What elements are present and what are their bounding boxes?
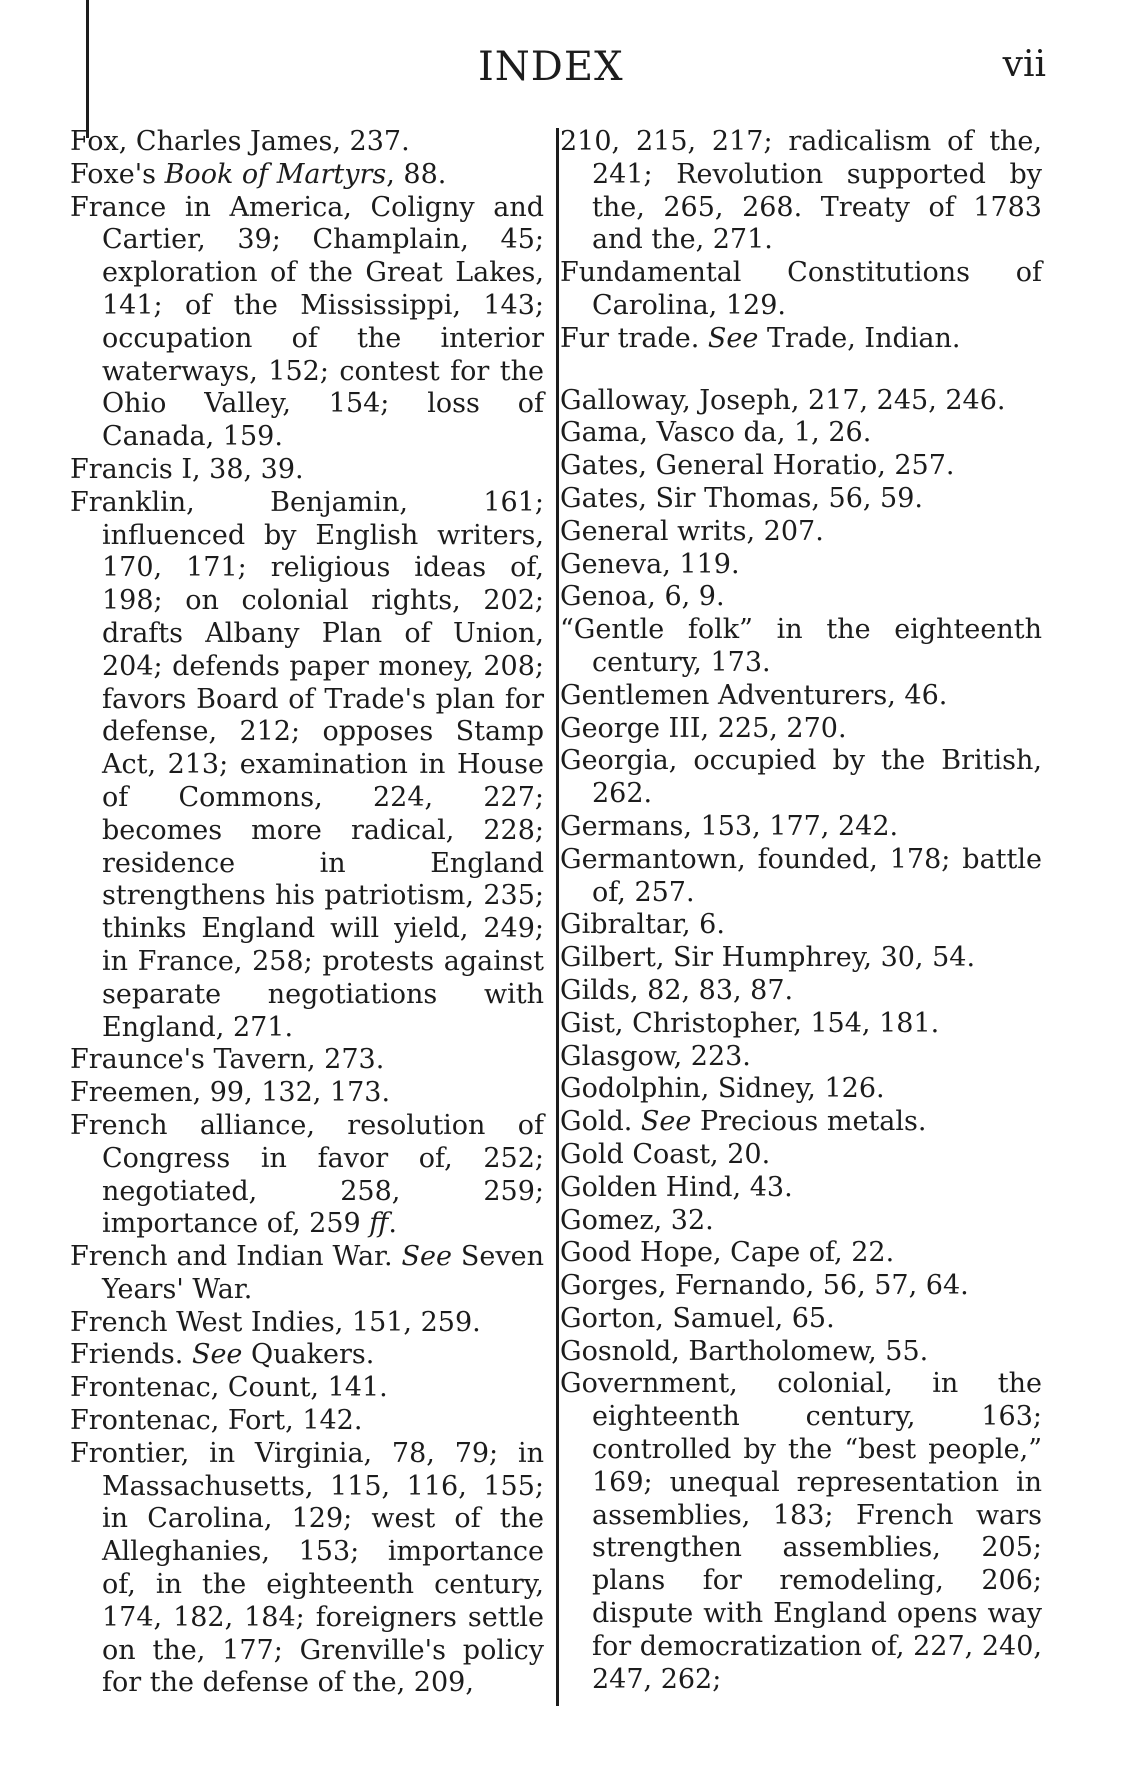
index-entry: Freemen, 99, 132, 173. bbox=[70, 1077, 391, 1109]
index-entry: Gilds, 82, 83, 87. bbox=[560, 974, 794, 1006]
entry-text: French and Indian War. bbox=[70, 1241, 402, 1273]
index-entry: General writs, 207. bbox=[560, 515, 824, 547]
index-entry: Frontier, in Virginia, 78, 79; in Massachusetts, 115, 116, 155; in Carolina, 129; west of the Alleghanies, 153; importance of, in the eighteenth century, 174, 182, 184; foreigners settle on the, 177; Grenville's policy for the defense of the, 209, bbox=[70, 1437, 544, 1699]
column-divider bbox=[556, 128, 559, 1706]
index-entry: Francis I, 38, 39. bbox=[70, 453, 304, 485]
index-entry: Germantown, founded, 178; battle of, 257. bbox=[560, 843, 1042, 908]
index-entry: Gorton, Samuel, 65. bbox=[560, 1302, 835, 1334]
letter-section-gap bbox=[560, 356, 1042, 385]
italic-text: ff bbox=[369, 1208, 389, 1240]
index-entry: Golden Hind, 43. bbox=[560, 1171, 793, 1203]
index-entry: “Gentle folk” in the eighteenth century, 173. bbox=[560, 614, 1042, 678]
entry-text: Friends. bbox=[70, 1339, 192, 1371]
index-entry: Glasgow, 223. bbox=[560, 1040, 751, 1072]
index-entry bbox=[70, 1241, 544, 1307]
index-entry: Gates, Sir Thomas, 56, 59. bbox=[560, 482, 923, 514]
italic-text: Book of Martyrs bbox=[164, 158, 387, 190]
index-entry: Gama, Vasco da, 1, 26. bbox=[560, 417, 872, 449]
italic-text: See bbox=[640, 1106, 692, 1138]
index-entry: Gosnold, Bartholomew, 55. bbox=[560, 1335, 929, 1367]
index-entry: Gold Coast, 20. bbox=[560, 1138, 771, 1170]
page-header bbox=[0, 44, 1128, 100]
entry-text: Foxe's bbox=[70, 158, 165, 190]
entry-text: , 88. bbox=[386, 158, 447, 190]
index-entry: Godolphin, Sidney, 126. bbox=[560, 1073, 885, 1105]
index-entry: Geneva, 119. bbox=[560, 548, 740, 580]
entry-text: French alliance, resolution of Congress in favor of, 252; negotiated, 258, 259; importance of, 259 bbox=[70, 1109, 544, 1240]
index-entry bbox=[560, 323, 1042, 356]
entry-text: Precious metals. bbox=[691, 1106, 927, 1138]
index-entry: Georgia, occupied by the British, 262. bbox=[560, 745, 1042, 810]
index-entry: Germans, 153, 177, 242. bbox=[560, 810, 899, 842]
entry-text: Quakers. bbox=[242, 1339, 375, 1371]
index-entry: Gilbert, Sir Humphrey, 30, 54. bbox=[560, 942, 976, 974]
page-number: vii bbox=[1002, 44, 1046, 85]
index-entry bbox=[70, 1339, 544, 1372]
index-entry: Gentlemen Adventurers, 46. bbox=[560, 679, 948, 711]
index-entry bbox=[560, 1106, 1042, 1139]
index-entry: Gorges, Fernando, 56, 57, 64. bbox=[560, 1270, 969, 1302]
index-entry: France in America, Coligny and Cartier, 39; Champlain, 45; exploration of the Great Lakes, 141; of the Mississippi, 143; occupation of the interior waterways, 152; contest for the Ohio Valley, 154; loss of Canada, 159. bbox=[70, 191, 544, 453]
index-entry: French West Indies, 151, 259. bbox=[70, 1306, 481, 1338]
italic-text: See bbox=[191, 1339, 243, 1371]
index-entry: Genoa, 6, 9. bbox=[560, 581, 725, 613]
index-column-right bbox=[560, 126, 1042, 1696]
index-entry bbox=[70, 159, 544, 192]
index-entry: Frontenac, Fort, 142. bbox=[70, 1405, 363, 1437]
page-title: INDEX bbox=[478, 44, 624, 90]
entry-text: Fur trade. bbox=[560, 322, 708, 354]
entry-text: . bbox=[388, 1208, 398, 1240]
index-entry: 210, 215, 217; radicalism of the, 241; Revolution supported by the, 265, 268. Treaty of 1783 and the, 271. bbox=[560, 126, 1042, 256]
entry-text: Gold. bbox=[560, 1106, 641, 1138]
italic-text: See bbox=[401, 1241, 452, 1273]
index-entry: Fundamental Constitutions of Carolina, 129. bbox=[560, 257, 1042, 321]
index-entry: Gomez, 32. bbox=[560, 1204, 714, 1236]
entry-text: Trade, Indian. bbox=[758, 322, 961, 354]
index-entry: Gist, Christopher, 154, 181. bbox=[560, 1007, 940, 1039]
index-column-left bbox=[70, 126, 544, 1700]
index-entry: Gibraltar, 6. bbox=[560, 909, 725, 941]
index-entry: Frontenac, Count, 141. bbox=[70, 1372, 388, 1404]
index-entry: Fraunce's Tavern, 273. bbox=[70, 1044, 385, 1076]
italic-text: See bbox=[707, 322, 759, 354]
index-entry: Fox, Charles James, 237. bbox=[70, 126, 410, 157]
index-entry: Gates, General Horatio, 257. bbox=[560, 450, 955, 482]
index-entry: Franklin, Benjamin, 161; influenced by English writers, 170, 171; religious ideas of, 198; on colonial rights, 202; drafts Albany Plan of Union, 204; defends paper money, 208; favors Board of Trade's plan for defense, 212; opposes Stamp Act, 213; examination in House of Commons, 224, 227; becomes more radical, 228; residence in England strengthens his patriotism, 235; thinks England will yield, 249; in France, 258; protests against separate negotiations with England, 271. bbox=[70, 486, 544, 1043]
index-entry: Galloway, Joseph, 217, 245, 246. bbox=[560, 384, 1006, 416]
index-entry bbox=[70, 1110, 544, 1241]
entry-text: Seven Years' War. bbox=[102, 1241, 544, 1305]
index-entry: Good Hope, Cape of, 22. bbox=[560, 1237, 895, 1269]
index-entry: Government, colonial, in the eighteenth century, 163; controlled by the “best people,” 169; unequal representation in assemblies, 183; French wars strengthen assemblies, 205; plans for remodeling, 206; dispute with England opens way for democratization of, 227, 240, 247, 262; bbox=[560, 1368, 1042, 1695]
index-entry: George III, 225, 270. bbox=[560, 712, 847, 744]
